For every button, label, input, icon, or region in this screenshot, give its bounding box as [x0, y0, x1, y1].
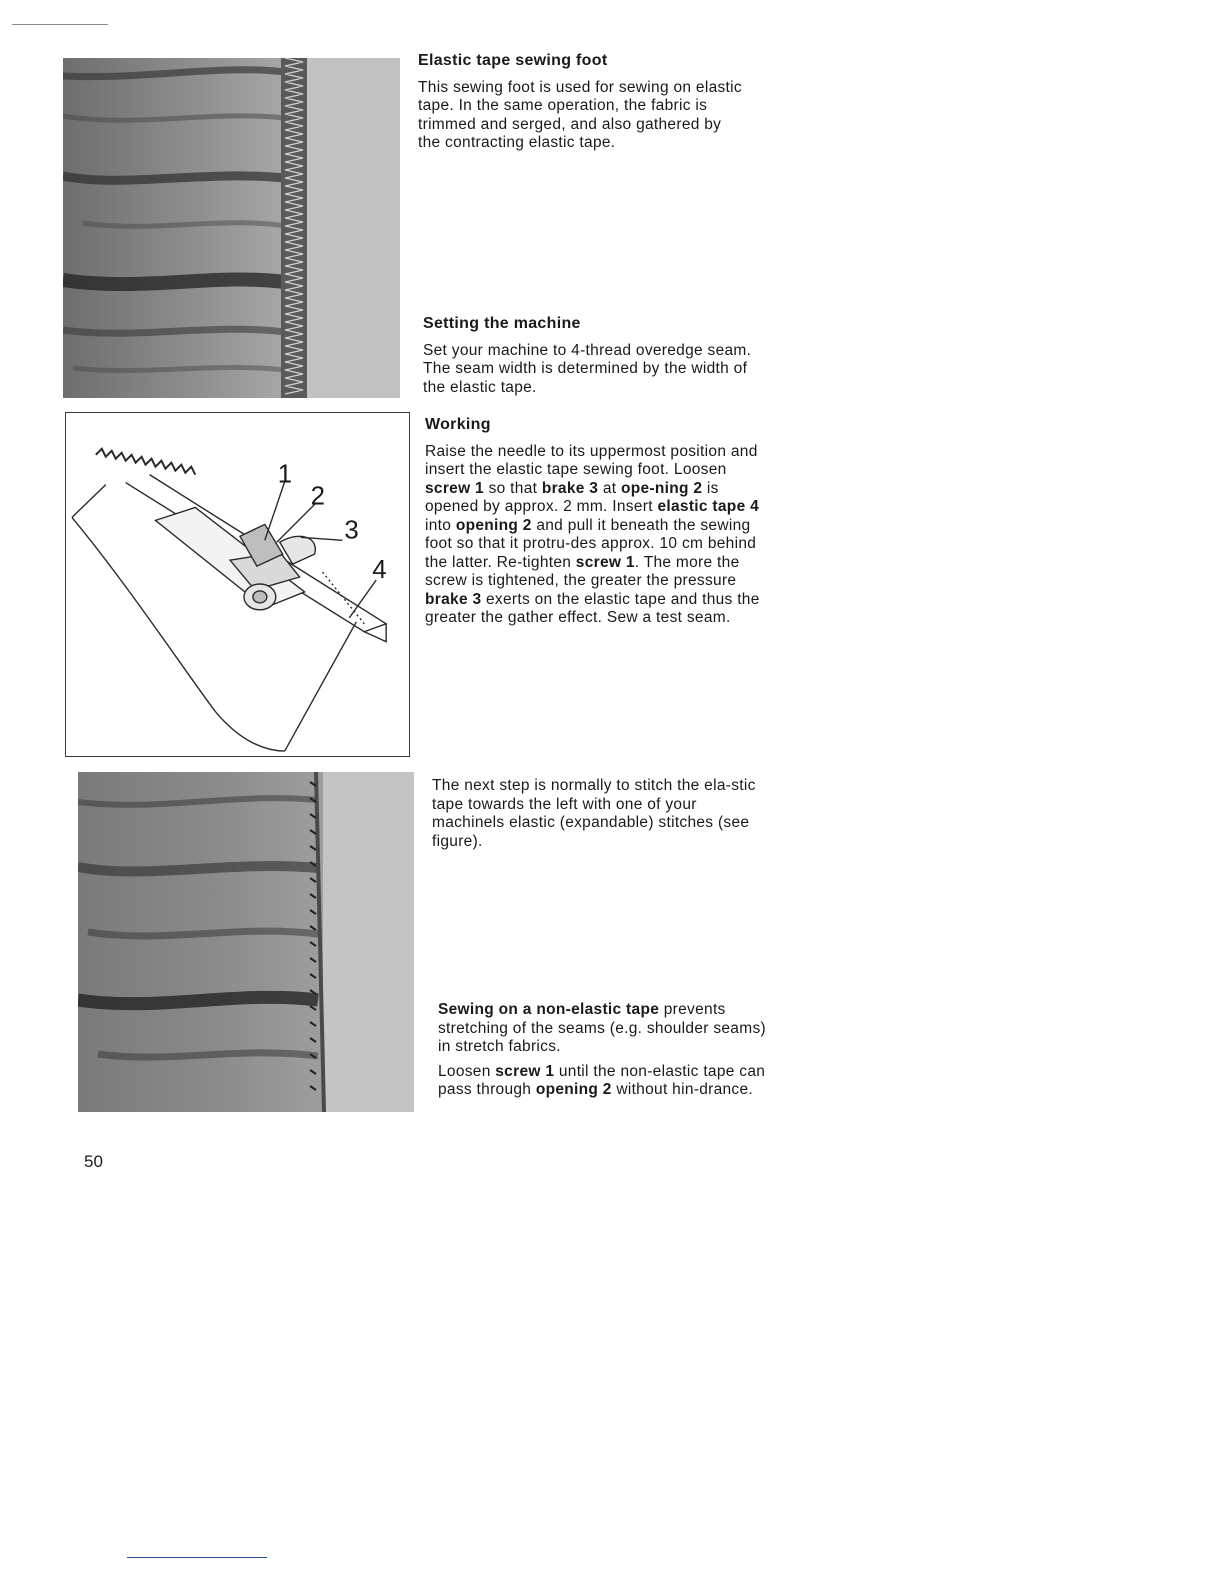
setting-paragraph: Set your machine to 4-thread overedge seam. The seam width is determined by the width of the elastic tape. [423, 341, 752, 396]
sewing-foot-diagram [65, 412, 410, 757]
non-elastic-emphasis: screw 1 [495, 1062, 555, 1080]
callout-2: 2 [310, 482, 325, 511]
working-text: at [598, 479, 621, 497]
gathered-fabric-photo-bottom [78, 772, 414, 1112]
bottom-rule [127, 1557, 267, 1558]
working-emphasis: opening 2 [455, 516, 532, 534]
non-elastic-emphasis: opening 2 [535, 1081, 612, 1098]
callout-1: 1 [277, 460, 293, 489]
working-paragraph [425, 443, 765, 628]
page-number: 50 [84, 1152, 103, 1171]
callout-4: 4 [372, 556, 387, 585]
non-elastic-paragraph-1 [438, 1001, 778, 1057]
working-emphasis: brake 3 [541, 479, 599, 497]
working-emphasis: ope-ning 2 [620, 479, 703, 497]
gathered-fabric-photo-top [63, 58, 400, 398]
working-text: exerts on the elastic tape and thus the greater the gather effect. Sew a test seam. [425, 590, 760, 626]
top-rule [12, 24, 108, 25]
non-elastic-text: until the non-elastic tape can pass through [438, 1062, 766, 1098]
working-text: Raise the needle to its uppermost position and insert the elastic tape sewing foot. Loosen [425, 442, 758, 478]
section-working [425, 416, 765, 634]
callout-3: 3 [344, 516, 359, 545]
intro-paragraph: This sewing foot is used for sewing on elastic tape. In the same operation, the fabric is trimmed and serged, and also gathered by the contracting elastic tape. [418, 78, 742, 151]
working-emphasis: brake 3 [425, 590, 482, 608]
section-non-elastic-tape [438, 1001, 778, 1106]
non-elastic-text: Loosen [438, 1062, 496, 1080]
working-text: is opened by approx. 2 mm. Insert [425, 479, 719, 515]
section-setting-the-machine [423, 315, 753, 403]
section-elastic-tape-sewing-foot [418, 52, 748, 159]
non-elastic-paragraph-2 [438, 1063, 778, 1100]
working-text: . The more the screw is tightened, the greater the pressure [425, 553, 740, 589]
heading-working: Working [425, 416, 491, 433]
non-elastic-text: prevents stretching of the seams (e.g. shoulder seams) in stretch fabrics. [438, 1001, 766, 1055]
non-elastic-text: without hin-drance. [611, 1081, 754, 1098]
heading-setting-the-machine: Setting the machine [423, 315, 581, 332]
heading-elastic-tape-sewing-foot: Elastic tape sewing foot [418, 52, 608, 69]
working-text: and pull it beneath the sewing foot so that it protru-des approx. 10 cm behind the latter. Re-tighten [425, 516, 757, 571]
non-elastic-emphasis: Sewing on a non-elastic tape [438, 1001, 660, 1018]
working-text: into [425, 516, 456, 534]
working-emphasis: screw 1 [575, 553, 635, 571]
section-next-step [432, 777, 772, 857]
working-emphasis: screw 1 [425, 479, 484, 497]
next-step-paragraph: The next step is normally to stitch the ela-stic tape towards the left with one of your machinels elastic (expandable) stitches (see figure). [432, 777, 756, 850]
working-text: so that [483, 479, 542, 497]
working-emphasis: elastic tape 4 [657, 498, 760, 515]
